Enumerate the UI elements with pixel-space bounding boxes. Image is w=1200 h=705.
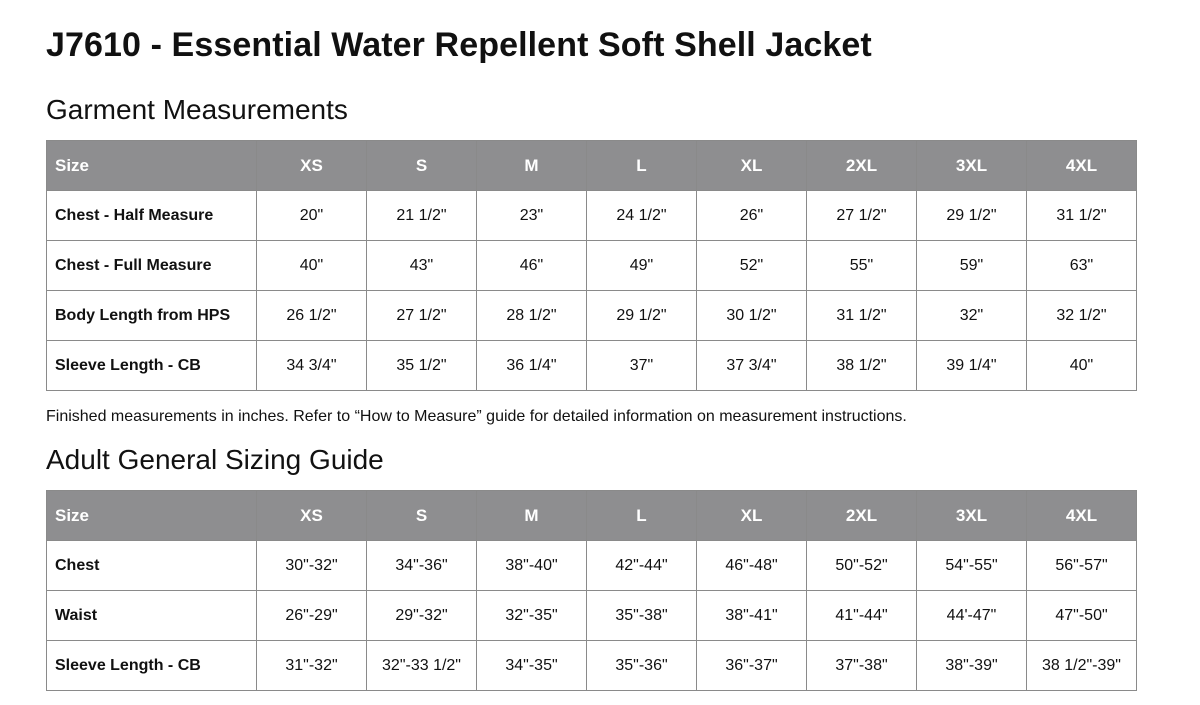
table-cell: 28 1/2" [477,291,587,341]
header-size-2xl: 2XL [807,141,917,191]
table-cell: 39 1/4" [917,341,1027,391]
table-cell: 35"-38" [587,591,697,641]
row-label: Chest [47,541,257,591]
table-row [47,241,1137,291]
row-label: Sleeve Length - CB [47,341,257,391]
row-label: Waist [47,591,257,641]
header-size-label: Size [47,141,257,191]
table-row [47,291,1137,341]
table-cell: 59" [917,241,1027,291]
header-size-2xl: 2XL [807,491,917,541]
header-size-m: M [477,491,587,541]
table-cell: 23" [477,191,587,241]
table-cell: 34"-36" [367,541,477,591]
table-cell: 36"-37" [697,641,807,691]
row-label: Chest - Half Measure [47,191,257,241]
table-cell: 38 1/2"-39" [1027,641,1137,691]
header-size-4xl: 4XL [1027,141,1137,191]
table-cell: 20" [257,191,367,241]
table-cell: 40" [257,241,367,291]
header-size-s: S [367,141,477,191]
table-cell: 26 1/2" [257,291,367,341]
table-cell: 40" [1027,341,1137,391]
table-cell: 24 1/2" [587,191,697,241]
table-row [47,591,1137,641]
header-size-l: L [587,141,697,191]
table-cell: 36 1/4" [477,341,587,391]
table-cell: 37" [587,341,697,391]
table-row [47,341,1137,391]
table-cell: 32"-35" [477,591,587,641]
table-cell: 32"-33 1/2" [367,641,477,691]
header-size-xl: XL [697,491,807,541]
table-cell: 41"-44" [807,591,917,641]
header-size-s: S [367,491,477,541]
table-cell: 47"-50" [1027,591,1137,641]
table-row [47,191,1137,241]
table-cell: 46"-48" [697,541,807,591]
table-cell: 55" [807,241,917,291]
table-cell: 38"-41" [697,591,807,641]
header-size-3xl: 3XL [917,491,1027,541]
row-label: Body Length from HPS [47,291,257,341]
header-size-3xl: 3XL [917,141,1027,191]
table-cell: 31"-32" [257,641,367,691]
table-cell: 49" [587,241,697,291]
header-size-l: L [587,491,697,541]
table-cell: 63" [1027,241,1137,291]
header-size-m: M [477,141,587,191]
table-cell: 34 3/4" [257,341,367,391]
header-size-xs: XS [257,141,367,191]
table-cell: 52" [697,241,807,291]
table-cell: 32" [917,291,1027,341]
sizing-guide-heading: Adult General Sizing Guide [46,444,384,475]
table-row [47,541,1137,591]
table-cell: 37"-38" [807,641,917,691]
table-cell: 37 3/4" [697,341,807,391]
table-cell: 56"-57" [1027,541,1137,591]
measurement-note: Finished measurements in inches. Refer to “How to Measure” guide for detailed information on measurement instructions. [46,408,907,425]
table-cell: 27 1/2" [807,191,917,241]
header-size-xs: XS [257,491,367,541]
table-cell: 31 1/2" [807,291,917,341]
table-cell: 42"-44" [587,541,697,591]
header-size-label: Size [47,491,257,541]
table-cell: 30"-32" [257,541,367,591]
header-size-xl: XL [697,141,807,191]
table-cell: 29 1/2" [917,191,1027,241]
table-cell: 38 1/2" [807,341,917,391]
table-cell: 30 1/2" [697,291,807,341]
table-cell: 54"-55" [917,541,1027,591]
page-title: J7610 - Essential Water Repellent Soft Shell Jacket [46,26,872,64]
table-cell: 26"-29" [257,591,367,641]
table-cell: 21 1/2" [367,191,477,241]
table-cell: 32 1/2" [1027,291,1137,341]
table-cell: 44'-47" [917,591,1027,641]
table-header-row [47,491,1137,541]
table-cell: 26" [697,191,807,241]
table-cell: 38"-40" [477,541,587,591]
table-cell: 35"-36" [587,641,697,691]
table-cell: 31 1/2" [1027,191,1137,241]
table-header-row [47,141,1137,191]
table-cell: 29 1/2" [587,291,697,341]
table-cell: 38"-39" [917,641,1027,691]
table-cell: 46" [477,241,587,291]
table-cell: 50"-52" [807,541,917,591]
table-cell: 34"-35" [477,641,587,691]
garment-measurements-heading: Garment Measurements [46,94,348,125]
table-cell: 43" [367,241,477,291]
table-cell: 35 1/2" [367,341,477,391]
header-size-4xl: 4XL [1027,491,1137,541]
table-row [47,641,1137,691]
row-label: Chest - Full Measure [47,241,257,291]
garment-measurements-table [46,140,1137,391]
table-cell: 29"-32" [367,591,477,641]
sizing-guide-table [46,490,1137,691]
row-label: Sleeve Length - CB [47,641,257,691]
table-cell: 27 1/2" [367,291,477,341]
